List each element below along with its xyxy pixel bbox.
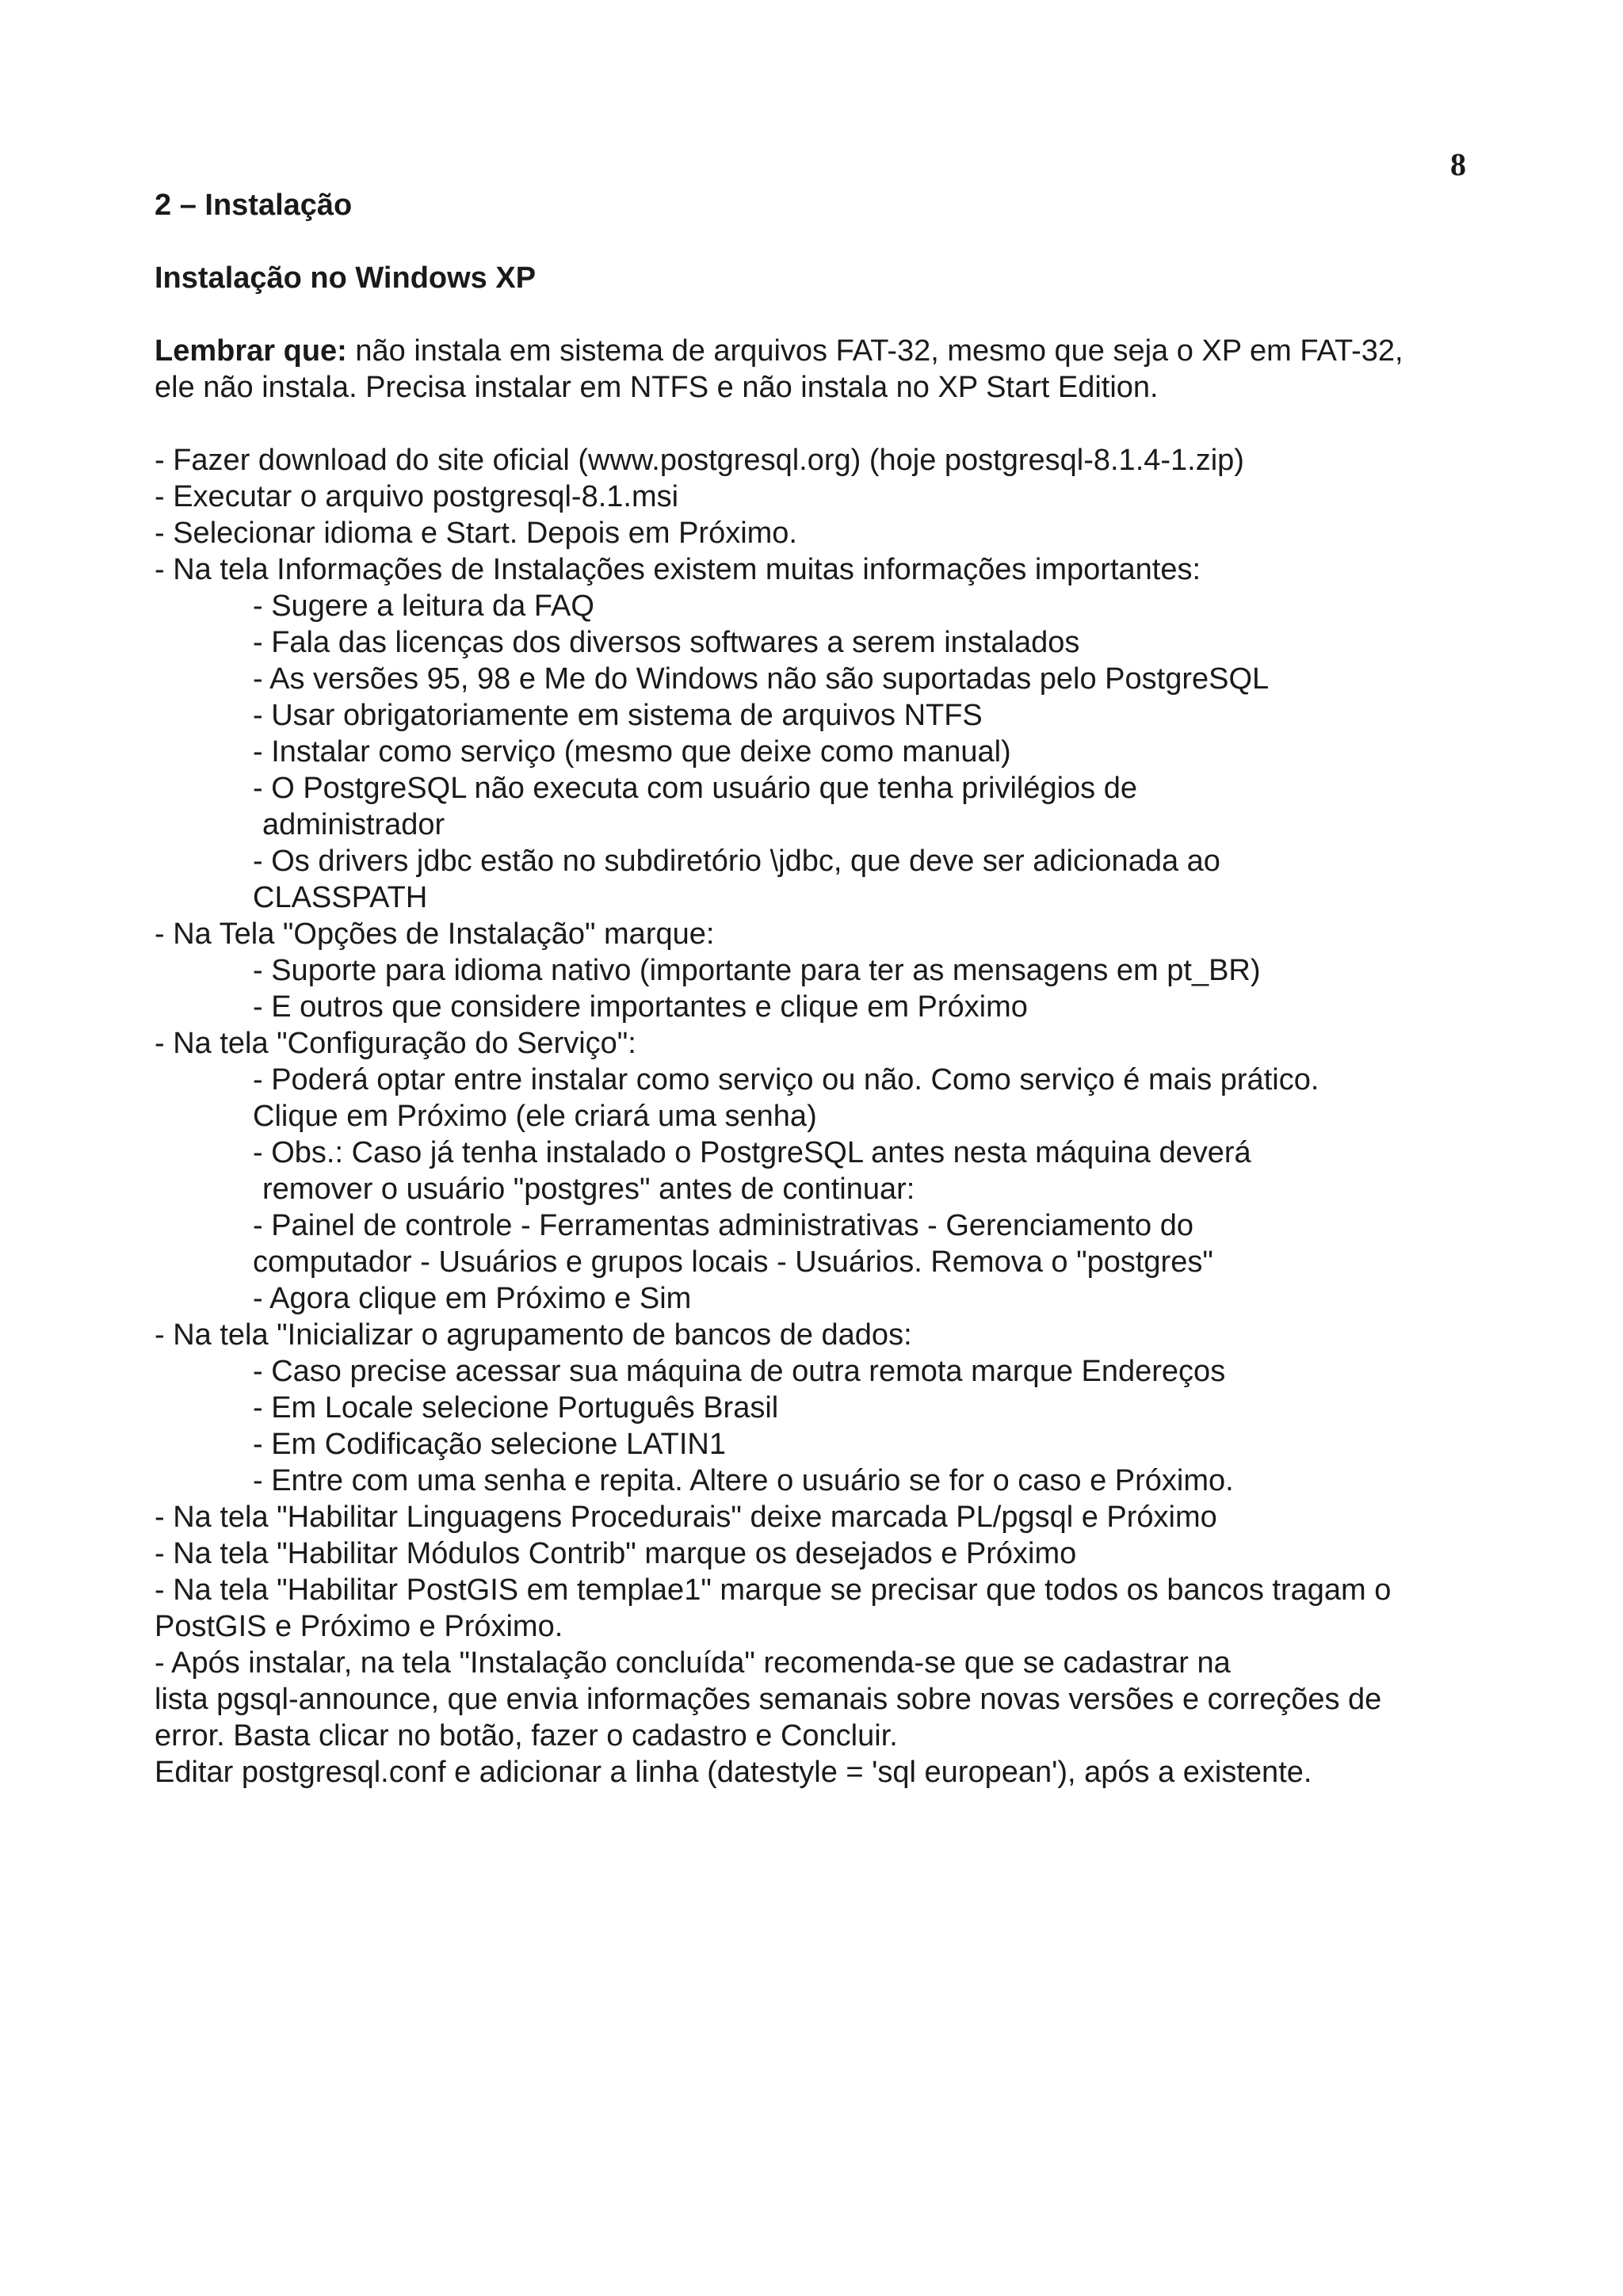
sub-list-item: - Suporte para idioma nativo (importante para ter as mensagens em pt_BR) xyxy=(253,954,1261,987)
sub-list-item: - Em Locale selecione Português Brasil xyxy=(253,1391,779,1425)
sub-list-item: - Entre com uma senha e repita. Altere o usuário se for o caso e Próximo. xyxy=(253,1464,1234,1497)
sub-list-item: - O PostgreSQL não executa com usuário que tenha privilégios de xyxy=(253,772,1138,805)
note-paragraph xyxy=(155,333,1533,406)
list-item: - Na tela "Habilitar PostGIS em templae1" marque se precisar que todos os bancos tragam o xyxy=(155,1573,1392,1607)
note-line-2: ele não instala. Precisa instalar em NTFS e não instala no XP Start Edition. xyxy=(155,371,1159,404)
page-number: 8 xyxy=(1450,147,1466,182)
list-item: - Fazer download do site oficial (www.postgresql.org) (hoje postgresql-8.1.4-1.zip) xyxy=(155,444,1244,477)
list-item-continuation: error. Basta clicar no botão, fazer o cadastro e Concluir. xyxy=(155,1719,898,1753)
list-item: - Na tela "Inicializar o agrupamento de bancos de dados: xyxy=(155,1318,912,1352)
sub-list-item: - Obs.: Caso já tenha instalado o PostgreSQL antes nesta máquina deverá xyxy=(253,1136,1251,1169)
sub-list-item: - Usar obrigatoriamente em sistema de arquivos NTFS xyxy=(253,699,983,732)
list-item-continuation: CLASSPATH xyxy=(253,881,428,914)
list-item: - Após instalar, na tela "Instalação concluída" recomenda-se que se cadastrar na xyxy=(155,1646,1231,1680)
list-item: - Executar o arquivo postgresql-8.1.msi xyxy=(155,480,679,513)
list-item: - Na Tela "Opções de Instalação" marque: xyxy=(155,917,715,951)
list-item: - Na tela "Habilitar Linguagens Procedurais" deixe marcada PL/pgsql e Próximo xyxy=(155,1501,1217,1534)
list-item-continuation: Editar postgresql.conf e adicionar a linha (datestyle = 'sql european'), após a existente. xyxy=(155,1756,1312,1789)
sub-list-item: - Instalar como serviço (mesmo que deixe como manual) xyxy=(253,735,1011,769)
sub-list-item: - Em Codificação selecione LATIN1 xyxy=(253,1428,726,1461)
sub-list-item: - Sugere a leitura da FAQ xyxy=(253,589,594,623)
list-item: - Selecionar idioma e Start. Depois em Próximo. xyxy=(155,517,797,550)
sub-list-item: - As versões 95, 98 e Me do Windows não são suportadas pelo PostgreSQL xyxy=(253,662,1270,696)
list-item-continuation: PostGIS e Próximo e Próximo. xyxy=(155,1610,563,1643)
sub-list-item: - Poderá optar entre instalar como serviço ou não. Como serviço é mais prático. xyxy=(253,1063,1319,1097)
subsection-heading: Instalação no Windows XP xyxy=(155,261,537,295)
list-item: - Na tela Informações de Instalações existem muitas informações importantes: xyxy=(155,553,1201,586)
instruction-list xyxy=(155,442,1533,1791)
document-body xyxy=(155,187,1533,1791)
sub-list-item: - Caso precise acessar sua máquina de outra remota marque Endereços xyxy=(253,1355,1226,1388)
sub-list-item: - E outros que considere importantes e clique em Próximo xyxy=(253,990,1028,1024)
list-item-continuation: remover o usuário "postgres" antes de continuar: xyxy=(262,1173,915,1206)
sub-list-item: - Os drivers jdbc estão no subdiretório \jdbc, que deve ser adicionada ao xyxy=(253,845,1220,878)
sub-list-item: - Painel de controle - Ferramentas administrativas - Gerenciamento do xyxy=(253,1209,1193,1242)
section-heading: 2 – Instalação xyxy=(155,189,353,222)
list-item-continuation: computador - Usuários e grupos locais - Usuários. Remova o "postgres" xyxy=(253,1245,1213,1279)
list-item-continuation: lista pgsql-announce, que envia informações semanais sobre novas versões e correções de xyxy=(155,1683,1382,1716)
note-lead: Lembrar que: xyxy=(155,334,347,368)
sub-list-item: - Fala das licenças dos diversos softwares a serem instalados xyxy=(253,626,1080,659)
note-text-1: não instala em sistema de arquivos FAT-32, mesmo que seja o XP em FAT-32, xyxy=(346,334,1403,368)
note-line-1 xyxy=(155,333,1533,369)
sub-list-item: - Agora clique em Próximo e Sim xyxy=(253,1282,692,1315)
list-item-continuation: administrador xyxy=(262,808,445,841)
list-item-continuation: Clique em Próximo (ele criará uma senha) xyxy=(253,1100,817,1133)
list-item: - Na tela "Habilitar Módulos Contrib" marque os desejados e Próximo xyxy=(155,1537,1077,1570)
list-item: - Na tela "Configuração do Serviço": xyxy=(155,1027,636,1060)
